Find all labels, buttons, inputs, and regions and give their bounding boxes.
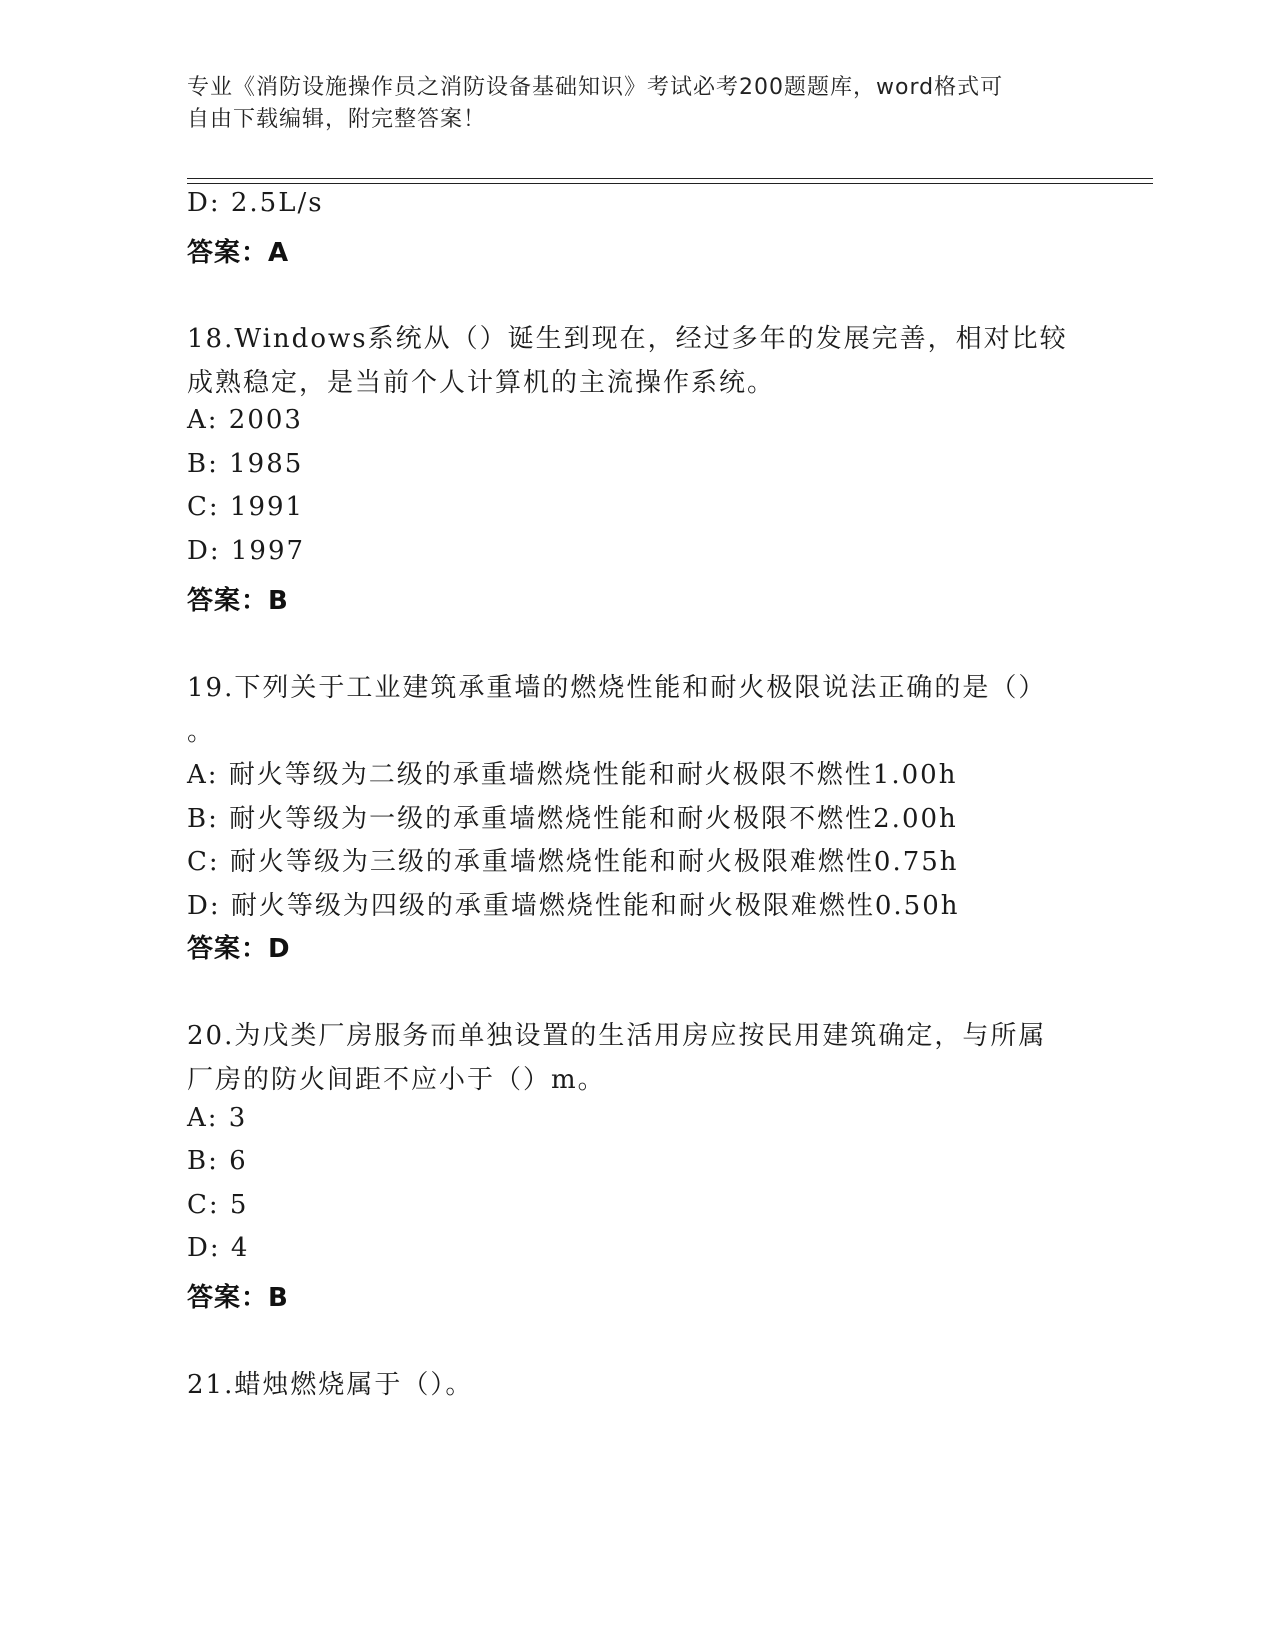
- q17-answer: 答案：A: [187, 238, 290, 268]
- q18-stem-line-1: 18.Windows系统从（）诞生到现在，经过多年的发展完善，相对比较: [187, 324, 1068, 354]
- q19-option-d: D: 耐火等级为四级的承重墙燃烧性能和耐火极限难燃性0.50h: [187, 891, 960, 921]
- q19-stem-line-2: 。: [187, 717, 216, 747]
- q18-stem-line-2: 成熟稳定，是当前个人计算机的主流操作系统。: [187, 368, 776, 398]
- header-title-line-1: 专业《消防设施操作员之消防设备基础知识》考试必考200题题库，word格式可: [187, 75, 1004, 100]
- document-header: [187, 72, 1067, 136]
- header-title-line-2: 自由下载编辑，附完整答案！: [187, 107, 487, 132]
- q20-answer: 答案：B: [187, 1283, 289, 1313]
- q18-option-a: A: 2003: [187, 405, 303, 435]
- q21-stem-line-1: 21.蜡烛燃烧属于（）。: [187, 1370, 474, 1400]
- q19-option-a: A: 耐火等级为二级的承重墙燃烧性能和耐火极限不燃性1.00h: [187, 760, 958, 790]
- header-divider-bottom: [187, 183, 1153, 184]
- q19-option-b: B: 耐火等级为一级的承重墙燃烧性能和耐火极限不燃性2.00h: [187, 804, 958, 834]
- q20-option-d: D: 4: [187, 1233, 250, 1263]
- q18-answer: 答案：B: [187, 586, 289, 616]
- q20-option-b: B: 6: [187, 1146, 248, 1176]
- q18-option-b: B: 1985: [187, 449, 304, 479]
- header-divider-top: [187, 178, 1153, 179]
- q20-stem-line-1: 20.为戊类厂房服务而单独设置的生活用房应按民用建筑确定，与所属: [187, 1021, 1047, 1051]
- q19-stem-line-1: 19.下列关于工业建筑承重墙的燃烧性能和耐火极限说法正确的是（）: [187, 673, 1047, 703]
- q18-option-c: C: 1991: [187, 492, 305, 522]
- q17-option-d: D: 2.5L/s: [187, 188, 324, 218]
- q20-stem-line-2: 厂房的防火间距不应小于（）m。: [187, 1065, 606, 1095]
- q19-option-c: C: 耐火等级为三级的承重墙燃烧性能和耐火极限难燃性0.75h: [187, 847, 959, 877]
- q20-option-c: C: 5: [187, 1190, 249, 1220]
- q18-option-d: D: 1997: [187, 536, 306, 566]
- q20-option-a: A: 3: [187, 1103, 248, 1133]
- q19-answer: 答案：D: [187, 934, 291, 964]
